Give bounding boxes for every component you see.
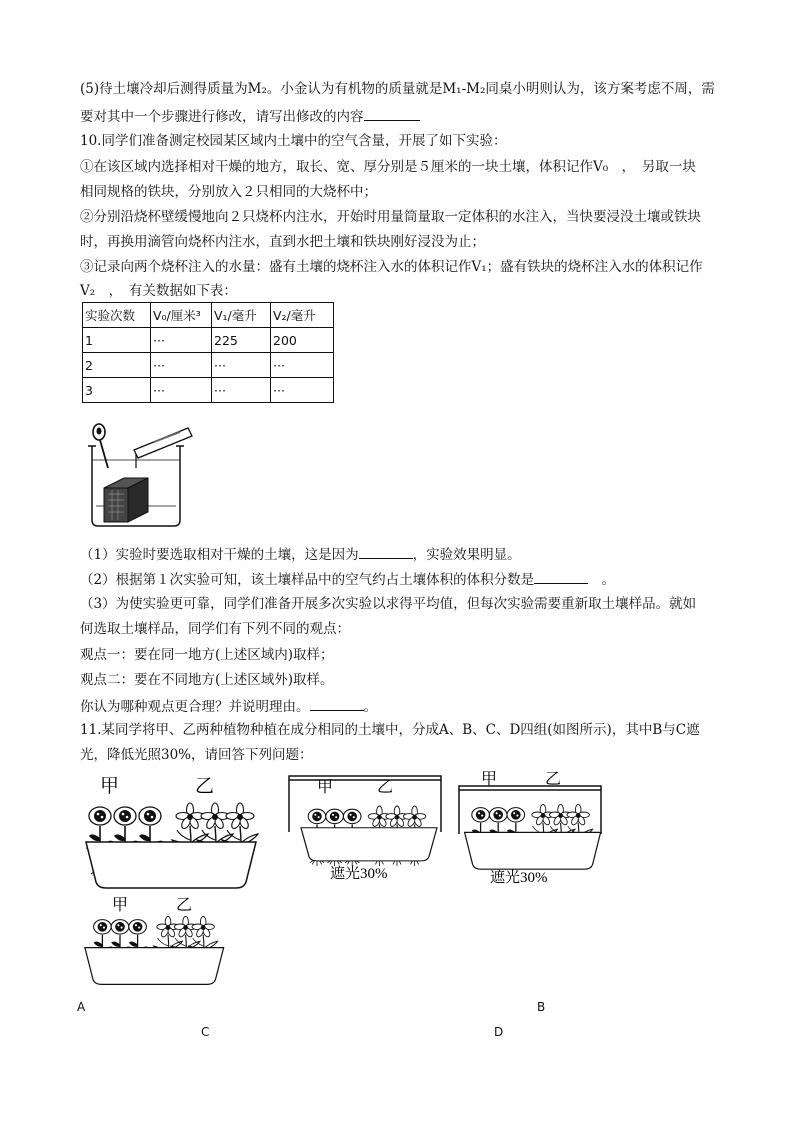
table-header-row (83, 303, 334, 328)
figure-label-b: B (537, 1000, 546, 1014)
table-cell: 3 (83, 378, 151, 403)
answer-blank-q10-1[interactable] (359, 544, 413, 559)
q-prev-line1: (5)待土壤冷却后测得质量为M₂。小金认为有机物的质量就是M₁-M₂同桌小明则认为，该方案考虑不周，需 (80, 81, 715, 97)
figure-label-a: A (77, 1000, 86, 1014)
plant-group-figure-b (285, 770, 445, 888)
flower-pot (85, 948, 224, 985)
figure-label-d: D (494, 1025, 504, 1039)
q10-ask-text: 你认为哪种观点更合理？并说明理由。 (80, 699, 310, 715)
q10-step2-line2: 时，再换用滴管向烧杯内注水，直到水把土壤和铁块刚好浸没为止； (80, 234, 485, 250)
plant-label-yi: 乙 (176, 895, 193, 914)
table-row (83, 378, 334, 403)
table-cell: ··· (271, 378, 334, 403)
plant-label-yi: 乙 (377, 777, 394, 796)
q10-sub1 (80, 544, 521, 564)
q11-line2: 光，降低光照30%，请回答下列问题： (80, 747, 313, 763)
table-cell: ··· (271, 353, 334, 378)
table-header-cell: V₁/毫升 (212, 303, 271, 328)
q10-view2: 观点二：要在不同地方(上述区域外)取样。 (80, 672, 334, 688)
q10-intro: 10.同学们准备测定校园某区域内土壤中的空气含量，开展了如下实验： (80, 133, 507, 149)
table-cell: ··· (212, 353, 271, 378)
answer-blank-q10-3[interactable] (310, 696, 364, 711)
plant-label-jia: 甲 (112, 895, 129, 914)
q10-sub2-tail: 。 (588, 572, 616, 588)
figure-label-c: C (201, 1025, 210, 1039)
table-cell: ··· (151, 353, 212, 378)
table-cell: ··· (212, 378, 271, 403)
q10-sub3-line2: 何选取土壤样品，同学们有下列不同的观点： (80, 621, 350, 637)
answer-blank-q5[interactable] (364, 106, 420, 121)
q10-sub2-text: （2）根据第１次实验可知，该土壤样品中的空气约占土壤体积的体积分数是 (80, 572, 535, 588)
q10-sub1-text: （1）实验时要选取相对干燥的土壤，这是因为 (80, 547, 359, 563)
plant-group-figure-c (455, 766, 615, 890)
q10-step3-line1: ③记录向两个烧杯注入的水量：盛有土壤的烧杯注入水的体积记作V₁；盛有铁块的烧杯注入水的体积记作 (80, 259, 703, 275)
table-row (83, 353, 334, 378)
table-header-cell: 实验次数 (83, 303, 151, 328)
table-cell: ··· (151, 328, 212, 353)
flower-pot (465, 832, 601, 869)
q11-line1: 11.某同学将甲、乙两种植物种植在成分相同的土壤中，分成A、B、C、D四组(如图所示)，其中B与C遮 (80, 722, 700, 738)
flower-pot (301, 828, 437, 861)
q10-ask-end: 。 (363, 699, 377, 715)
beaker-apparatus-figure (84, 420, 196, 532)
table-header-cell: V₂/毫升 (271, 303, 334, 328)
shade-label: 遮光30% (330, 866, 388, 882)
q10-ask (80, 696, 377, 716)
table-cell: 1 (83, 328, 151, 353)
plant-label-yi: 乙 (545, 769, 562, 788)
plant-group-figure-a (80, 772, 270, 892)
flower-pot (86, 842, 256, 888)
q-prev-line2-text: 要对其中一个步骤进行修改，请写出修改的内容 (80, 109, 364, 125)
plant-label-jia: 甲 (481, 769, 498, 788)
plant-label-jia: 甲 (317, 777, 334, 796)
q10-step2-line1: ②分别沿烧杯壁缓慢地向２只烧杯内注水，开始时用量筒量取一定体积的水注入，当快要浸没土壤或铁块 (80, 209, 701, 225)
table-cell: 200 (271, 328, 334, 353)
q-prev-line2 (80, 106, 420, 126)
q10-step3-line2: V₂ ， 有关数据如下表： (80, 283, 237, 299)
q10-sub3-line1: （3）为使实验更可靠，同学们准备开展多次实验以求得平均值，但每次实验需要重新取土壤样品。就如 (80, 596, 697, 612)
plant-label-jia: 甲 (100, 775, 120, 797)
q10-data-table (82, 302, 334, 403)
table-header-cell: V₀/厘米³ (151, 303, 212, 328)
shade-label: 遮光30% (490, 870, 548, 886)
q10-step1-line1: ①在该区域内选择相对干燥的地方，取长、宽、厚分别是５厘米的一块土壤，体积记作V₀ ， 另取一块 (80, 159, 696, 175)
q10-view1: 观点一：要在同一地方(上述区域内)取样； (80, 647, 334, 663)
q10-sub1-tail: ，实验效果明显。 (412, 547, 521, 563)
table-cell: 225 (212, 328, 271, 353)
plant-group-figure-d (80, 892, 240, 998)
plant-label-yi: 乙 (195, 775, 215, 797)
table-cell: 2 (83, 353, 151, 378)
table-row (83, 328, 334, 353)
answer-blank-q10-2[interactable] (534, 569, 588, 584)
q10-sub2 (80, 569, 615, 589)
table-cell: ··· (151, 378, 212, 403)
q10-step1-line2: 相同规格的铁块，分别放入２只相同的大烧杯中； (80, 184, 377, 200)
